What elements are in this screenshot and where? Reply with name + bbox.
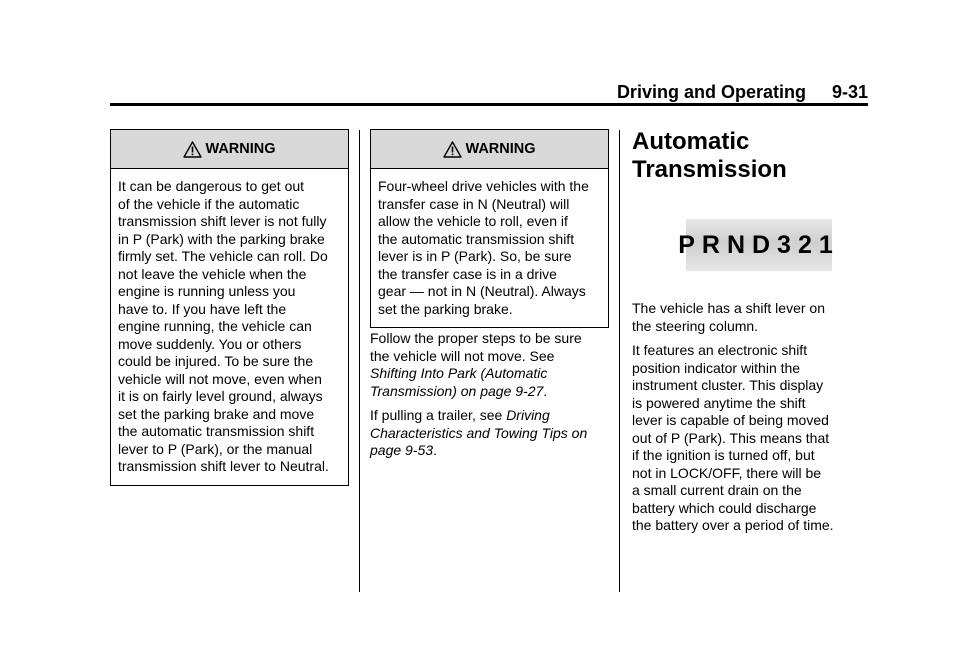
text-line: engine is running unless you bbox=[118, 283, 296, 299]
text-line: out of P (Park). This means that bbox=[632, 429, 830, 446]
text-line: instrument cluster. This display bbox=[632, 377, 824, 393]
paragraph-shift-lever bbox=[632, 300, 868, 335]
text-line: engine running, the vehicle can bbox=[118, 318, 312, 334]
text-line: battery which could discharge bbox=[632, 499, 817, 516]
warning-box-transfer-case bbox=[370, 129, 609, 328]
text-line: in P (Park) with the parking brake bbox=[118, 230, 325, 247]
warning-title: WARNING bbox=[205, 141, 276, 157]
text-line: could be injured. To be sure the bbox=[118, 353, 314, 369]
text-line: set the parking brake. bbox=[378, 300, 513, 317]
text-line: lever to P (Park), or the manual bbox=[118, 440, 313, 457]
right-column-text bbox=[632, 300, 868, 542]
column-divider-right bbox=[619, 130, 620, 592]
text-line: lever is capable of being moved bbox=[632, 412, 829, 428]
shift-position-indicator-image bbox=[678, 219, 840, 271]
warning-box-rollaway bbox=[110, 129, 349, 486]
text-line: Follow the proper steps to be sure bbox=[370, 330, 582, 346]
shift-positions-text: PRND321 bbox=[678, 230, 840, 259]
paragraph-park-steps bbox=[370, 330, 610, 400]
text-line: the battery over a period of time. bbox=[632, 517, 834, 533]
cross-reference-link[interactable]: Shifting Into Park (Automatic Transmission) on page 9-27 bbox=[370, 365, 548, 399]
warning-text bbox=[371, 169, 608, 327]
text-line: the vehicle will not move. See bbox=[370, 347, 555, 364]
text-line: . bbox=[543, 382, 548, 399]
heading-line: Automatic bbox=[632, 128, 750, 155]
text-line: gear — not in N (Neutral). Always bbox=[378, 283, 586, 299]
warning-triangle-icon bbox=[183, 141, 202, 158]
text-line: is powered anytime the shift bbox=[632, 394, 806, 411]
text-line: not in LOCK/OFF, there will be bbox=[632, 464, 822, 481]
text-line: it is on fairly level ground, always bbox=[118, 388, 323, 404]
heading-line: Transmission bbox=[632, 156, 787, 183]
text-line: allow the vehicle to roll, even if bbox=[378, 213, 568, 229]
page-header bbox=[110, 82, 868, 103]
text-line: It can be dangerous to get out bbox=[118, 178, 305, 194]
text-line: firmly set. The vehicle can roll. Do bbox=[118, 248, 328, 264]
warning-header bbox=[111, 130, 348, 169]
text-line: transmission shift lever is not fully bbox=[118, 213, 327, 229]
section-heading bbox=[632, 128, 787, 184]
text-line: Four-wheel drive vehicles with the bbox=[378, 178, 589, 194]
warning-triangle-icon bbox=[443, 141, 462, 158]
text-line: the automatic transmission shift bbox=[378, 230, 575, 247]
text-line: lever is in P (Park). So, be sure bbox=[378, 248, 572, 264]
text-line: . bbox=[433, 442, 437, 458]
cross-reference-link[interactable]: Driving Characteristics and Towing Tips on page 9-53 bbox=[370, 407, 588, 458]
text-line: the transfer case is in a drive bbox=[378, 265, 557, 282]
middle-column-text bbox=[370, 330, 610, 467]
warning-title: WARNING bbox=[465, 141, 536, 157]
text-line: set the parking brake and move bbox=[118, 405, 315, 422]
header-rule bbox=[110, 103, 868, 106]
text-line: the automatic transmission shift bbox=[118, 423, 315, 439]
text-line: position indicator within the bbox=[632, 359, 801, 376]
text-line: The vehicle has a shift lever on bbox=[632, 300, 825, 316]
section-title-header: Driving and Operating bbox=[616, 82, 806, 102]
text-line: It features an electronic shift bbox=[632, 342, 808, 358]
paragraph-trailer bbox=[370, 407, 610, 460]
text-line: transfer case in N (Neutral) will bbox=[378, 195, 570, 212]
paragraph-indicator bbox=[632, 342, 868, 535]
text-line: move suddenly. You or others bbox=[118, 335, 302, 352]
text-line: of the vehicle if the automatic bbox=[118, 195, 300, 212]
text-line: have to. If you have left the bbox=[118, 300, 287, 317]
text-line: not leave the vehicle when the bbox=[118, 265, 307, 282]
text-line: transmission shift lever to Neutral. bbox=[118, 458, 329, 474]
text-line: the steering column. bbox=[632, 317, 759, 334]
warning-header bbox=[371, 130, 608, 169]
text-line: if the ignition is turned off, but bbox=[632, 447, 815, 463]
text-line: vehicle will not move, even when bbox=[118, 370, 322, 387]
text-line: a small current drain on the bbox=[632, 482, 802, 498]
text-line: If pulling a trailer, see bbox=[370, 407, 507, 423]
page-number: 9-31 bbox=[831, 82, 868, 102]
warning-text bbox=[111, 169, 348, 485]
column-divider-left bbox=[359, 130, 360, 592]
